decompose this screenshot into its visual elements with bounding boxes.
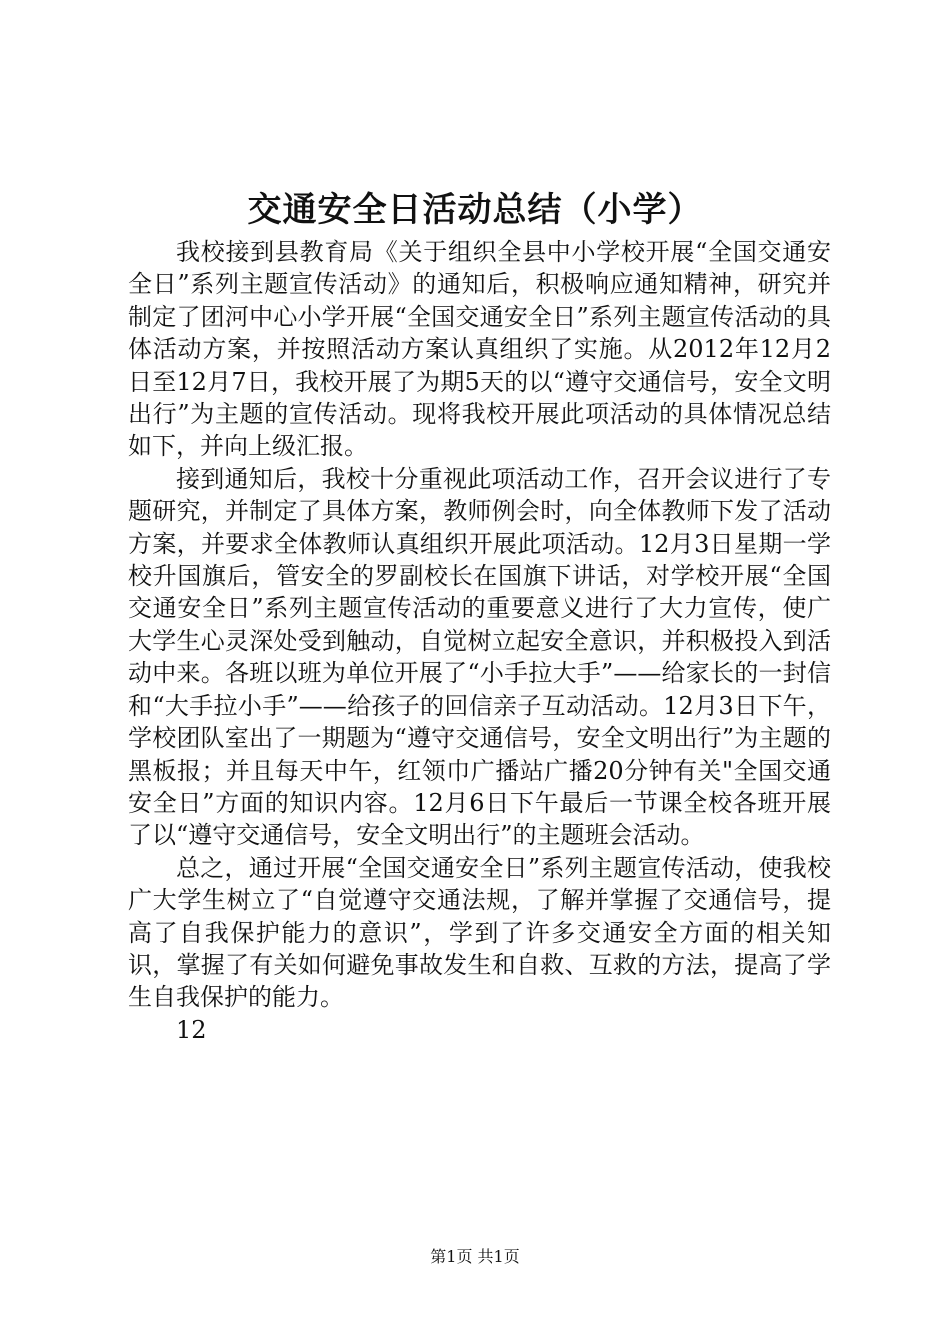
paragraph-activities: 接到通知后，我校十分重视此项活动工作，召开会议进行了专题研究，并制定了具体方案，教师例会时，向全体教师下发了活动方案，并要求全体教师认真组织开展此项活动。12月3日星期一学校升国旗后，管安全的罗副校长在国旗下讲话，对学校开展“全国交通安全日”系列主题宣传活动的重要意义进行了大力宣传，使广大学生心灵深处受到触动，自觉树立起安全意识，并积极投入到活动中来。各班以班为单位开展了“小手拉大手”——给家长的一封信和“大手拉小手”——给孩子的回信亲子互动活动。12月3日下午，学校团队室出了一期题为“遵守交通信号，安全文明出行”为主题的黑板报；并且每天中午，红领巾广播站广播20分钟有关"全国交通安全日”方面的知识内容。12月6日下午最后一节课全校各班开展了以“遵守交通信号，安全文明出行”的主题班会活动。: [128, 464, 831, 850]
page-footer: 第1页 共1页: [430, 1247, 520, 1266]
document-title: 交通安全日活动总结（小学）: [247, 190, 703, 230]
paragraph-trailing-number: 12: [176, 1015, 207, 1044]
paragraph-summary: 总之，通过开展“全国交通安全日”系列主题宣传活动，使我校广大学生树立了“自觉遵守交通法规，了解并掌握了交通信号，提高了自我保护能力的意识”，学到了许多交通安全方面的相关知识，掌握了有关如何避免事故发生和自救、互救的方法，提高了学生自我保护的能力。: [128, 853, 831, 1012]
paragraph-intro: 我校接到县教育局《关于组织全县中小学校开展“全国交通安全日”系列主题宣传活动》的通知后，积极响应通知精神，研究并制定了团河中心小学开展“全国交通安全日”系列主题宣传活动的具体活动方案，并按照活动方案认真组织了实施。从2012年12月2日至12月7日，我校开展了为期5天的以“遵守交通信号，安全文明出行”为主题的宣传活动。现将我校开展此项活动的具体情况总结如下，并向上级汇报。: [128, 238, 831, 461]
document-body: [128, 236, 831, 1046]
